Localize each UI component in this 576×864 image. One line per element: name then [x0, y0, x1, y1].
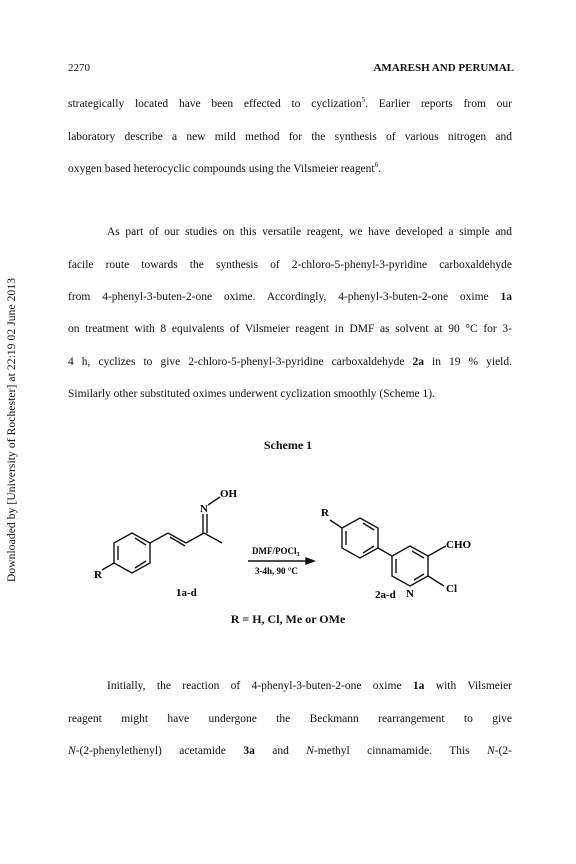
product-compound-label: 2a-d	[375, 589, 396, 601]
paragraph-1-line-2: laboratory describe a new mild method for the synthesis of various nitrogen and	[68, 131, 512, 143]
cho-label: CHO	[446, 539, 472, 551]
left-benzene-ring	[114, 533, 150, 573]
paragraph-2-line-1: As part of our studies on this versatile reagent, we have developed a simple and	[107, 226, 512, 238]
scheme-title: Scheme 1	[263, 438, 313, 452]
page-number: 2270	[68, 62, 90, 74]
reaction-arrow-head	[306, 558, 314, 564]
ring-n-label: N	[406, 588, 414, 600]
paragraph-3-line-3: N-(2-phenylethenyl) acetamide 3a and N-methyl cinnamamide. This N-(2-	[68, 745, 512, 757]
paragraph-1-line-1: strategically located have been effected to cyclization$^5$. Earlier reports from our	[68, 96, 512, 110]
cl-label: Cl	[446, 583, 457, 595]
right-benzene-ring	[342, 518, 378, 558]
product-r-label: R	[321, 507, 329, 519]
paragraph-2-line-6: Similarly other substituted oximes underwent cyclization smoothly (Scheme 1).	[68, 388, 435, 400]
paragraph-1-line-3: oxygen based heterocyclic compounds using the Vilsmeier reagent$^6$.	[68, 161, 382, 175]
scheme-caption: R = H, Cl, Me or OMe	[230, 612, 346, 626]
oxime-oh-label: OH	[220, 488, 238, 500]
paragraph-2-line-5: 4 h, cyclizes to give 2-chloro-5-phenyl-3-pyridine carboxaldehyde 2a in 19 % yield.	[68, 356, 513, 368]
start-r-label: R	[94, 569, 102, 581]
paragraph-3-line-1: Initially, the reaction of 4-phenyl-3-buten-2-one oxime 1a with Vilsmeier	[107, 680, 513, 692]
running-head: AMARESH AND PERUMAL	[373, 62, 514, 74]
paragraph-3-line-2: reagent might have undergone the Beckmann rearrangement to give	[68, 713, 512, 725]
reagent-label: DMF/POCl$_3$	[252, 546, 300, 558]
paragraph-2-line-2: facile route towards the synthesis of 2-chloro-5-phenyl-3-pyridine carboxaldehyde	[68, 259, 512, 271]
paragraph-2-line-3: from 4-phenyl-3-buten-2-one oxime. Accordingly, 4-phenyl-3-buten-2-one oxime 1a	[68, 291, 513, 303]
paragraph-2-line-4: on treatment with 8 equivalents of Vilsmeier reagent in DMF as solvent at 90 °C for 3-	[68, 323, 512, 335]
reaction-scheme	[90, 480, 510, 615]
conditions-label: 3-4h, 90 °C	[255, 566, 298, 576]
download-watermark: Downloaded by [University of Rochester] at 22:19 02 June 2013	[6, 277, 18, 583]
pyridine-ring	[392, 546, 428, 586]
oxime-n-label: N	[200, 503, 208, 515]
start-compound-label: 1a-d	[176, 587, 197, 599]
